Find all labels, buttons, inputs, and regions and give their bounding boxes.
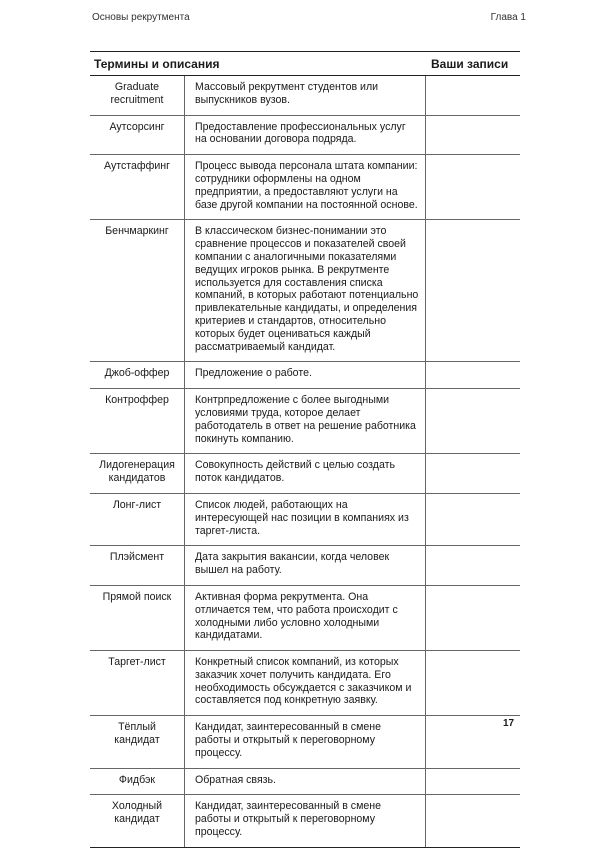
notes-cell xyxy=(426,651,520,715)
term-cell: Лидогенерация кандидатов xyxy=(90,454,185,493)
notes-cell xyxy=(426,769,520,795)
table-row xyxy=(90,389,520,454)
term-cell: Бенчмаркинг xyxy=(90,220,185,361)
table-row xyxy=(90,76,520,116)
term-cell: Холодный кандидат xyxy=(90,795,185,846)
term-cell: Аутсорсинг xyxy=(90,116,185,155)
description-cell: Процесс вывода персонала штата компании: сотрудники оформлены на одном предприятии, а предоставляют услуги на базе другой компании на постоянной основе. xyxy=(185,155,426,219)
table-row xyxy=(90,769,520,796)
term-cell: Фидбэк xyxy=(90,769,185,795)
notes-cell xyxy=(426,494,520,545)
running-header xyxy=(92,8,526,26)
notes-cell xyxy=(426,454,520,493)
term-cell: Лонг-лист xyxy=(90,494,185,545)
table-row xyxy=(90,494,520,546)
term-cell: Контроффер xyxy=(90,389,185,453)
term-cell: Graduate recruitment xyxy=(90,76,185,115)
glossary-table xyxy=(90,51,520,848)
term-cell: Тёплый кандидат xyxy=(90,716,185,767)
description-cell: Дата закрытия вакансии, когда человек вышел на работу. xyxy=(185,546,426,585)
table-row xyxy=(90,546,520,586)
table-row xyxy=(90,362,520,389)
term-cell: Плэйсмент xyxy=(90,546,185,585)
table-row xyxy=(90,155,520,220)
description-cell: Массовый рекрутмент студентов или выпускников вузов. xyxy=(185,76,426,115)
term-cell: Аутстаффинг xyxy=(90,155,185,219)
table-header xyxy=(90,52,520,76)
notes-cell xyxy=(426,362,520,388)
chapter-label: Глава 1 xyxy=(490,12,526,23)
notes-cell xyxy=(426,795,520,846)
description-cell: Совокупность действий с целью создать поток кандидатов. xyxy=(185,454,426,493)
notes-cell xyxy=(426,116,520,155)
description-cell: Предложение о работе. xyxy=(185,362,426,388)
term-cell: Джоб-оффер xyxy=(90,362,185,388)
notes-cell xyxy=(426,389,520,453)
description-cell: В классическом бизнес-понимании это сравнение процессов и показателей своей компании с аналогичными показателями ведущих игроков рынка. В рекрутменте используется для составления списка компаний, в которых работают потенциально привлекательные кандидаты, и определения критериев и стандартов, относительно которых будет оцениваться каждый рассматриваемый кандидат. xyxy=(185,220,426,361)
description-cell: Предоставление профессиональных услуг на основании договора подряда. xyxy=(185,116,426,155)
table-row xyxy=(90,116,520,156)
notes-cell xyxy=(426,220,520,361)
description-cell: Активная форма рекрутмента. Она отличается тем, что работа происходит с холодными либо условно холодными кандидатами. xyxy=(185,586,426,650)
notes-column-header: Ваши записи xyxy=(431,56,509,71)
description-cell: Кандидат, заинтересованный в смене работы и открытый к переговорному процессу. xyxy=(185,716,426,767)
term-cell: Прямой поиск xyxy=(90,586,185,650)
notes-cell xyxy=(426,586,520,650)
notes-cell xyxy=(426,76,520,115)
table-row xyxy=(90,586,520,651)
description-cell: Кандидат, заинтересованный в смене работы и открытый к переговорному процессу. xyxy=(185,795,426,846)
table-row xyxy=(90,454,520,494)
table-row xyxy=(90,716,520,768)
table-row xyxy=(90,651,520,716)
table-row xyxy=(90,220,520,362)
table-row xyxy=(90,795,520,846)
description-cell: Конкретный список компаний, из которых заказчик хочет получить кандидата. Его необходимость обсуждается с заказчиком и составляется под конкретную заявку. xyxy=(185,651,426,715)
description-cell: Обратная связь. xyxy=(185,769,426,795)
page-number: 17 xyxy=(503,718,515,729)
term-cell: Таргет-лист xyxy=(90,651,185,715)
description-cell: Контрпредложение с более выгодными условиями труда, которое делает работодатель в ответ на решение работника покинуть компанию. xyxy=(185,389,426,453)
section-title: Основы рекрутмента xyxy=(92,12,190,23)
notes-cell xyxy=(426,546,520,585)
terms-column-header: Термины и описания xyxy=(94,56,220,71)
description-cell: Список людей, работающих на интересующей нас позиции в компаниях из таргет-листа. xyxy=(185,494,426,545)
notes-cell xyxy=(426,155,520,219)
